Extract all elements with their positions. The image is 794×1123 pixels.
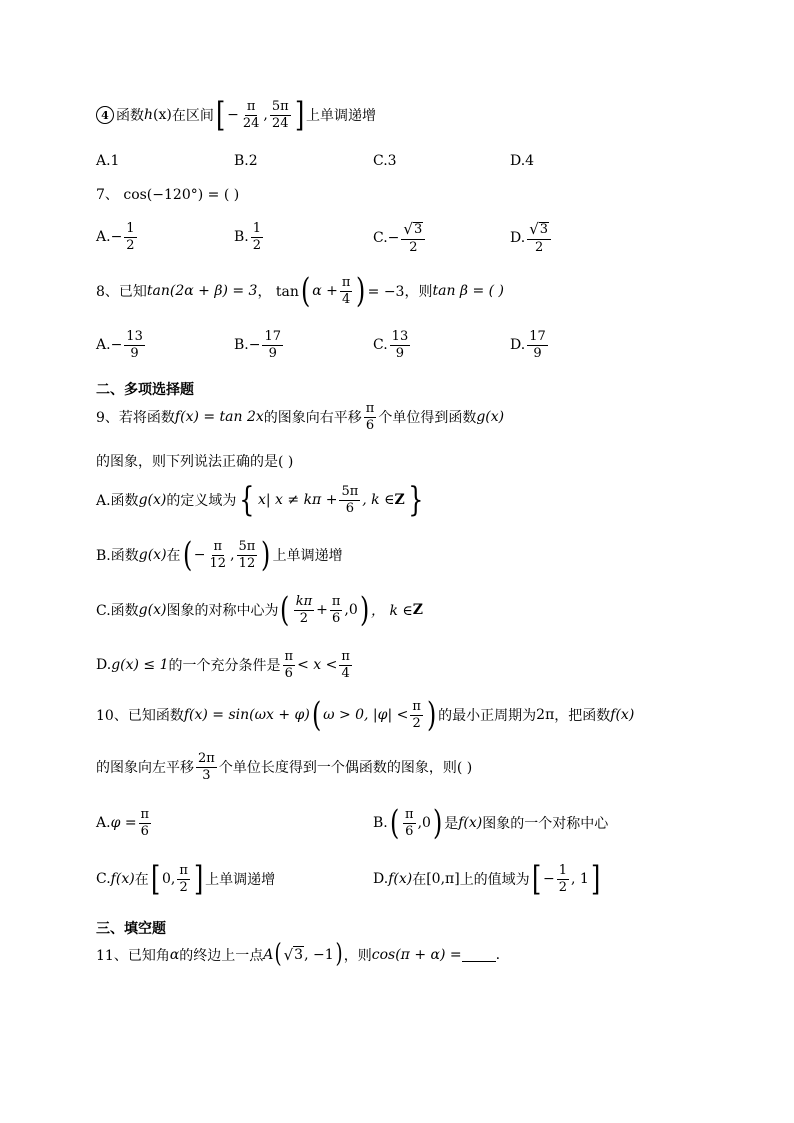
q10-option-c[interactable]: C. f(x) 在 [ 0, $\frac{\pi}{2}$ ] 上单调递增 [96,859,276,899]
fraction: $\frac{5\pi}{24}$ [271,99,289,131]
q9-option-c[interactable]: C.函数 g(x) 图象的对称中心为 ( $\frac{k\pi}{2}$ + $\frac{\pi}{6}$ ,0 ) ， k ∈ Z [96,590,424,630]
q6-option-d[interactable]: D.4 [510,153,535,169]
q7-option-d[interactable]: D. √ 3 2 [510,222,553,254]
statement-text: 在区间 [171,108,214,125]
q8-stem: 8、已知 tan(2α + β) = 3 ， tan ( α + $\frac{\pi}{4}$ ) = −3，则 tan β = ( ) [96,271,505,311]
q9-stem: 9、若将函数 f(x) = tan 2x 的图象向右平移 $\frac{\pi}{6}$ 个单位得到函数 g(x) [96,401,505,433]
statement-text: 上单调递增 [305,108,376,125]
q8-option-d[interactable]: D. $\frac{17}{9}$ [510,329,546,361]
fraction: $\frac{\pi}{24}$ [242,99,260,131]
left-bracket: [ [215,95,226,135]
minus-sign: − [227,107,239,124]
q10-option-d[interactable]: D. f(x) 在 [0,π] 上的值域为 [ − $\frac{1}{2}$ , 1 ] [373,859,601,899]
q10-option-b[interactable]: B. ( $\frac{\pi}{6}$ ,0 ) 是 f(x) 图象的一个对称中心 [373,803,609,843]
q7-option-a[interactable]: A. − $\frac{1}{2}$ [96,221,135,253]
q10-stem-line2: 的图象向左平移 $\frac{2\pi}{3}$ 个单位长度得到一个偶函数的图象，则( ) [96,751,473,783]
right-bracket: ] [294,95,304,135]
q6-option-a[interactable]: A.1 [96,153,120,169]
section-heading: 二、多项选择题 [96,382,194,398]
func-arg: (x) [153,107,172,124]
q10-stem: 10、已知函数 f(x) = sin(ωx + φ) ( ω > 0, |φ| < $\frac{\pi}{2}$ ) 的最小正周期为 2π ，把函数 f(x) [96,695,635,735]
q7-stem: 7、 cos(−120°) = ( ) [96,187,240,203]
circled-number: 4 [96,106,114,124]
q7-option-c[interactable]: C. − √ 3 2 [373,222,427,254]
q6-option-b[interactable]: B.2 [234,153,258,169]
q10-option-a[interactable]: A. φ = $\frac{\pi}{6}$ [96,807,150,839]
func-name: h [144,107,154,124]
q8-option-c[interactable]: C. $\frac{13}{9}$ [373,329,409,361]
q9-option-a[interactable]: A.函数 g(x) 的定义域为 { x| x ≠ kπ + $\frac{5\pi}{6}$ , k ∈ Z } [96,480,424,520]
q9-option-b[interactable]: B.函数 g(x) 在 ( − $\frac{\pi}{12}$ , $\frac{5\pi}{12}$ ) 上单调递增 [96,535,343,575]
statement-text: 函数 [116,108,144,125]
q6-option-c[interactable]: C.3 [373,153,397,169]
q7-option-b[interactable]: B. $\frac{1}{2}$ [234,221,262,253]
q8-option-a[interactable]: A. − $\frac{13}{9}$ [96,329,143,361]
q11-stem: 11、已知角 α 的终边上一点 A ( √ 3 , −1 ) ，则 cos(π + α) = . [96,939,501,969]
q9-stem-line2: 的图象，则下列说法正确的是( ) [96,454,294,470]
q9-option-d[interactable]: D. g(x) ≤ 1 的一个充分条件是 $\frac{\pi}{6}$ < x < $\frac{\pi}{4}$ [96,649,350,681]
q8-option-b[interactable]: B. − $\frac{17}{9}$ [234,329,282,361]
answer-blank[interactable] [462,947,496,962]
section-heading: 三、填空题 [96,921,166,937]
statement-4: 4 函数 h (x) 在区间 [ − $\frac{\pi}{24}$ , $\frac{5\pi}{24}$ ] 上单调递增 [96,100,376,131]
